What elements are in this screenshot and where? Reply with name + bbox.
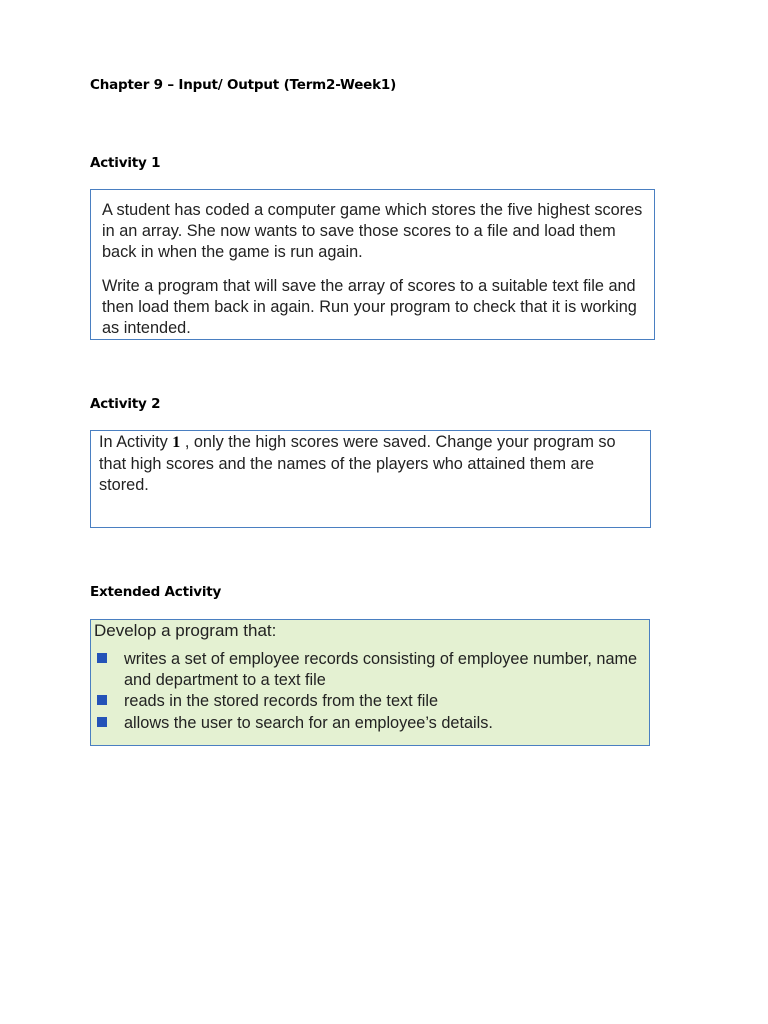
activity-1-paragraph-2: Write a program that will save the array of scores to a suitable text file and then load them back in again. Run your program to check that it is working as intended.	[102, 277, 637, 337]
activity-number: 1	[172, 434, 181, 451]
activity-1-box	[90, 189, 655, 340]
bullet-text: reads in the stored records from the text file	[124, 692, 439, 711]
activity-2-heading: Activity 2	[90, 396, 161, 412]
activity-2-text	[99, 432, 642, 495]
activity-2-box	[90, 430, 651, 528]
bullet-item	[94, 691, 643, 712]
square-bullet-icon	[97, 695, 107, 705]
bullet-text: allows the user to search for an employee’s details.	[124, 714, 493, 733]
extended-activity-bullet-list	[94, 649, 643, 734]
bullet-item	[94, 649, 643, 691]
extended-activity-box	[90, 619, 650, 746]
activity-2-text-before: In Activity	[99, 433, 173, 451]
square-bullet-icon	[97, 717, 107, 727]
extended-activity-heading: Extended Activity	[90, 584, 222, 600]
activity-1-heading: Activity 1	[90, 155, 161, 171]
extended-activity-lead: Develop a program that:	[94, 621, 277, 640]
page-title: Chapter 9 – Input/ Output (Term2-Week1)	[90, 77, 397, 93]
activity-2-text-after: , only the high scores were saved. Change your program so that high scores and the names of the players who attained them are stored.	[99, 433, 616, 494]
bullet-text: writes a set of employee records consisting of employee number, name and department to a text file	[124, 649, 638, 689]
square-bullet-icon	[97, 653, 107, 663]
activity-1-paragraph-1: A student has coded a computer game which stores the five highest scores in an array. She now wants to save those scores to a file and load them back in when the game is run again.	[102, 201, 643, 261]
bullet-item	[94, 713, 643, 734]
